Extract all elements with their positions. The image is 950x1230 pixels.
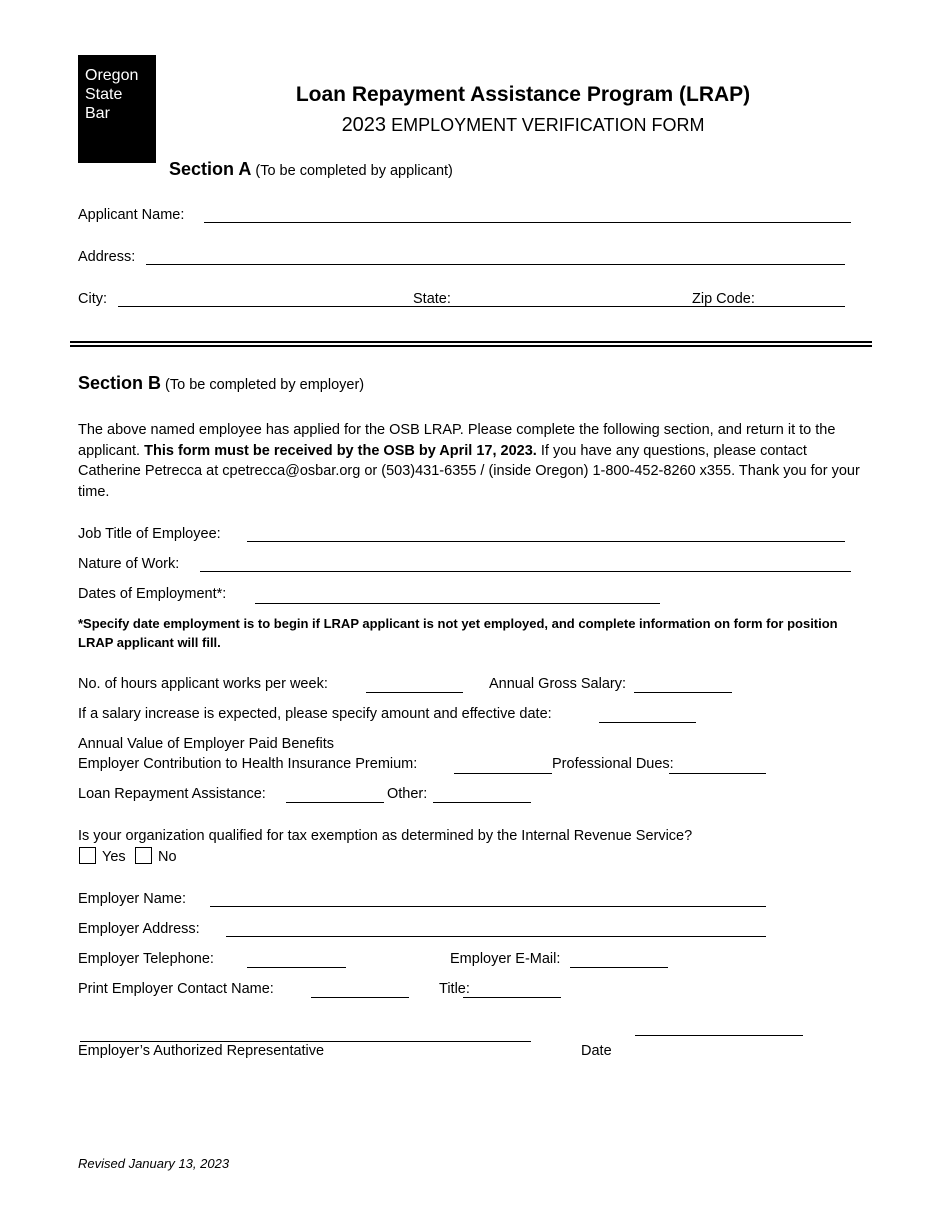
no-checkbox[interactable] [135,847,152,864]
section-divider-bottom [70,345,872,347]
hours-per-week-field[interactable] [366,692,463,693]
logo-line-state: State [85,86,123,103]
employer-email-label: Employer E-Mail: [450,951,561,967]
oregon-state-bar-logo [78,55,156,163]
employer-name-label: Employer Name: [78,891,186,907]
annual-salary-field[interactable] [634,692,732,693]
applicant-name-field[interactable] [204,222,851,223]
section-b-heading-row [78,374,364,394]
signature-date-label: Date [581,1043,612,1059]
tax-exemption-question: Is your organization qualified for tax exemption as determined by the Internal Revenue Service? [78,828,693,844]
form-subtitle [180,114,866,136]
contact-name-field[interactable] [311,997,409,998]
city-label: City: [78,291,107,307]
contact-name-label: Print Employer Contact Name: [78,981,274,997]
no-label: No [158,849,177,865]
health-insurance-field[interactable] [454,773,552,774]
health-insurance-label: Employer Contribution to Health Insurance Premium: [78,756,418,772]
other-benefits-field[interactable] [433,802,531,803]
employer-telephone-label: Employer Telephone: [78,951,214,967]
other-benefits-label: Other: [387,786,428,802]
dates-of-employment-field[interactable] [255,603,660,604]
address-field[interactable] [146,264,845,265]
logo-line-bar: Bar [85,105,110,122]
zip-code-label: Zip Code: [692,291,755,307]
dates-footnote: *Specify date employment is to begin if LRAP applicant is not yet employed, and complete information on form for position LRAP applicant will fill. [78,616,838,650]
section-a-heading-row [169,160,453,180]
annual-salary-label: Annual Gross Salary: [489,676,627,692]
section-b-note: (To be completed by employer) [165,377,365,393]
signature-date-field[interactable] [635,1035,803,1036]
job-title-field[interactable] [247,541,845,542]
salary-increase-field[interactable] [599,722,696,723]
employer-telephone-field[interactable] [247,967,346,968]
yes-checkbox[interactable] [79,847,96,864]
loan-repayment-field[interactable] [286,802,384,803]
intro-text-2: If you have any questions, please contact Catherine Petrecca at cpetrecca@osbar.org or (503)431-6355 / (inside Oregon) 1-800-452-8260 x355. Thank you for your time. [78,442,860,500]
loan-repayment-label: Loan Repayment Assistance: [78,786,266,802]
hours-per-week-label: No. of hours applicant works per week: [78,676,328,692]
professional-dues-field[interactable] [669,773,766,774]
job-title-label: Job Title of Employee: [78,526,221,542]
form-title: Loan Repayment Assistance Program (LRAP) [295,83,751,106]
employer-address-field[interactable] [226,936,766,937]
nature-of-work-label: Nature of Work: [78,556,180,572]
logo-line-oregon: Oregon [85,67,139,84]
employer-email-field[interactable] [570,967,668,968]
section-b-heading: Section B [78,373,162,393]
contact-title-label: Title: [439,981,470,997]
yes-label: Yes [102,849,126,865]
benefits-heading: Annual Value of Employer Paid Benefits [78,736,335,752]
applicant-name-label: Applicant Name: [78,207,185,223]
nature-of-work-field[interactable] [200,571,851,572]
intro-text-1: The above named employee has applied for the OSB LRAP. Please complete the following section, and return it to the applicant. [78,422,836,459]
section-b-intro [78,420,873,502]
salary-increase-label: If a salary increase is expected, please specify amount and effective date: [78,706,552,722]
employer-name-field[interactable] [210,906,766,907]
section-divider-top [70,341,872,343]
intro-deadline: This form must be received by the OSB by April 17, 2023. [144,442,537,459]
contact-title-field[interactable] [463,997,561,998]
revised-date: Revised January 13, 2023 [78,1156,230,1171]
form-year: 2023 [341,114,387,136]
section-a-heading: Section A [169,159,252,179]
signature-label: Employer’s Authorized Representative [78,1043,325,1059]
dates-of-employment-label: Dates of Employment*: [78,586,227,602]
state-label: State: [413,291,451,307]
section-a-note: (To be completed by applicant) [255,163,453,179]
employer-address-label: Employer Address: [78,921,200,937]
professional-dues-label: Professional Dues: [552,756,674,772]
address-label: Address: [78,249,136,265]
form-subtitle-text: EMPLOYMENT VERIFICATION FORM [391,115,705,135]
